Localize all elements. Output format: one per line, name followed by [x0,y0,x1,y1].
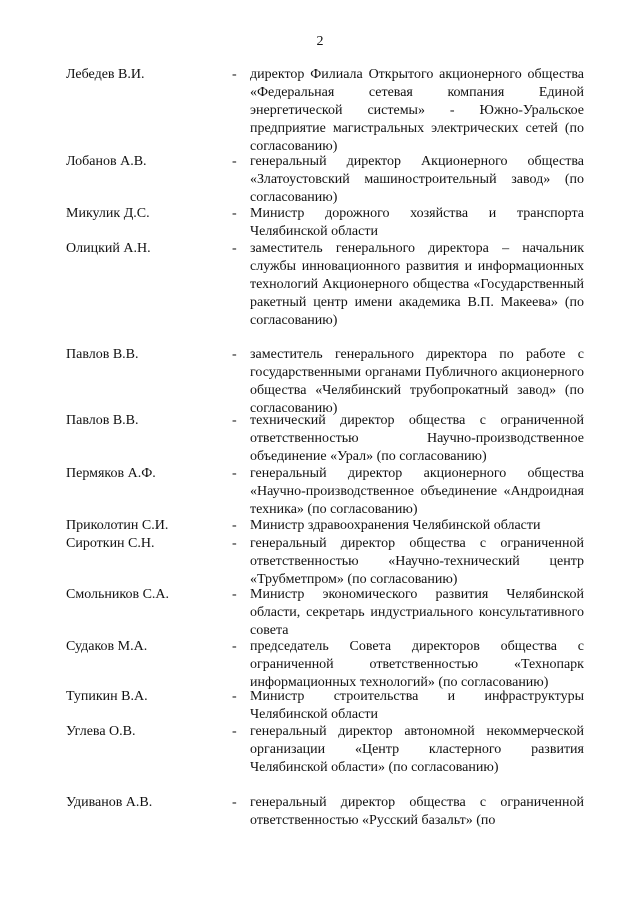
member-role: генеральный директор автономной некоммерческой организации «Центр кластерного развития Челябинской области» (по согласованию) [250,724,584,775]
member-role: генеральный директор общества с ограниченной ответственностью «Научно-технический центр «Трубметпром» (по согласованию) [250,536,584,587]
member-name: Микулик Д.С. [66,206,150,221]
dash-separator: - [232,536,237,551]
dash-separator: - [232,241,237,256]
dash-separator: - [232,518,237,533]
dash-separator: - [232,587,237,602]
dash-separator: - [232,347,237,362]
member-role: технический директор общества с ограниченной ответственностью Научно-производственное объединение «Урал» (по согласованию) [250,413,584,464]
member-name: Тупикин В.А. [66,689,148,704]
member-name: Сироткин С.Н. [66,536,155,551]
member-name: Лебедев В.И. [66,67,145,82]
dash-separator: - [232,206,237,221]
member-name: Лобанов А.В. [66,154,147,169]
member-name: Павлов В.В. [66,347,139,362]
member-name: Приколотин С.И. [66,518,169,533]
member-role: председатель Совета директоров общества с ограниченной ответственностью «Технопарк информационных технологий» (по согласованию) [250,639,584,690]
dash-separator: - [232,795,237,810]
member-role: генеральный директор Акционерного общества «Златоустовский машиностроительный завод» (по согласованию) [250,154,584,205]
dash-separator: - [232,689,237,704]
member-role: Министр строительства и инфраструктуры Челябинской области [250,689,584,722]
dash-separator: - [232,67,237,82]
dash-separator: - [232,639,237,654]
member-role: директор Филиала Открытого акционерного общества «Федеральная сетевая компания Единой энергетической системы» - Южно-Уральское предприятие магистральных электрических сетей (по согласованию) [250,67,584,154]
member-name: Удиванов А.В. [66,795,153,810]
dash-separator: - [232,466,237,481]
member-role: генеральный директор общества с ограниченной ответственностью «Русский базальт» (по [250,795,584,828]
member-role: Министр дорожного хозяйства и транспорта Челябинской области [250,206,584,239]
member-role: Министр здравоохранения Челябинской области [250,518,541,533]
dash-separator: - [232,154,237,169]
member-role: генеральный директор акционерного общества «Научно-производственное объединение «Андроидная техника» (по согласованию) [250,466,584,517]
member-name: Олицкий А.Н. [66,241,151,256]
member-name: Павлов В.В. [66,413,139,428]
member-role: заместитель генерального директора по работе с государственными органами Публичного акционерного общества «Челябинский трубопрокатный завод» (по согласованию) [250,347,584,416]
member-name: Углева О.В. [66,724,136,739]
page-number: 2 [316,34,324,49]
member-role: заместитель генерального директора – начальник службы инновационного развития и информационных технологий Акционерного общества «Государственный ракетный центр имени академика В.П. Макеева» (по согласованию) [250,241,584,328]
dash-separator: - [232,724,237,739]
member-name: Пермяков А.Ф. [66,466,156,481]
member-name: Судаков М.А. [66,639,148,654]
member-name: Смольников С.А. [66,587,170,602]
member-role: Министр экономического развития Челябинской области, секретарь индустриального консультативного совета [250,587,584,638]
dash-separator: - [232,413,237,428]
